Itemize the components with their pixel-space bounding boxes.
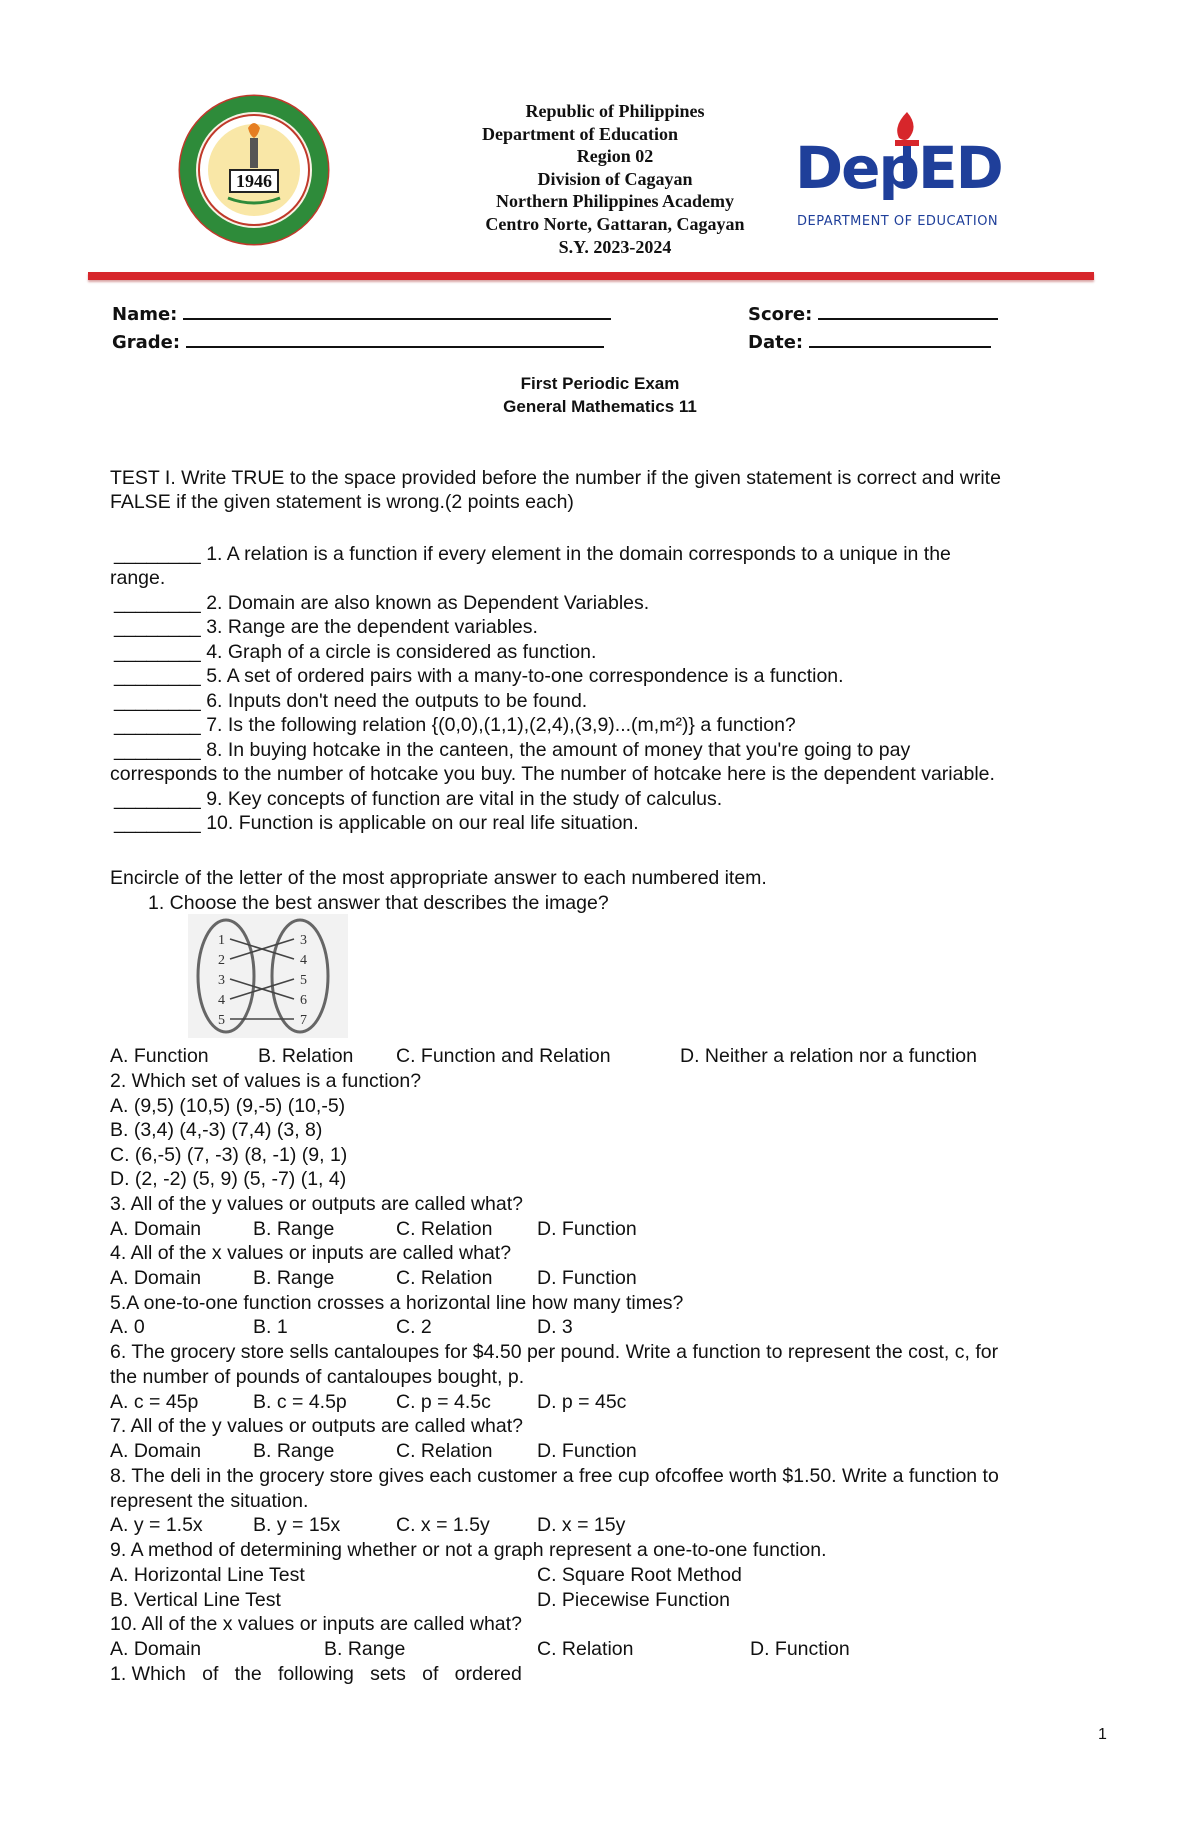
question-6: 6. The grocery store sells cantaloupes for $4.50 per pound. Write a function to represent the cost, c, for [110, 1341, 999, 1363]
question-8: 8. The deli in the grocery store gives each customer a free cup ofcoffee worth $1.50. Write a function to [110, 1465, 999, 1487]
question-1: 1. Choose the best answer that describes the image? [148, 892, 609, 914]
date-label: Date: [748, 332, 804, 353]
list-item: ________ 6. Inputs don't need the outputs to be found. [114, 690, 588, 712]
mapping-diagram [188, 914, 348, 1038]
list-item: ________ 3. Range are the dependent variables. [114, 616, 538, 638]
question-11: 1. Which of the following sets of ordered [110, 1663, 522, 1685]
header-line: Centro Norte, Gattaran, Cagayan [485, 213, 745, 234]
name-label: Name: [112, 304, 178, 325]
q8-option[interactable]: D. x = 15y [537, 1514, 626, 1536]
seal-year: 1946 [236, 171, 272, 191]
header-line: Northern Philippines Academy [495, 191, 734, 212]
q9-option[interactable]: B. Vertical Line Test [110, 1589, 281, 1611]
q2-option[interactable]: C. (6,-5) (7, -3) (8, -1) (9, 1) [110, 1144, 348, 1166]
score-label: Score: [748, 304, 813, 325]
q6-option[interactable]: A. c = 45p [110, 1391, 199, 1413]
header-line: Republic of Philippines [525, 101, 705, 121]
exam-title: First Periodic Exam [520, 374, 680, 393]
q5-option[interactable]: D. 3 [537, 1316, 573, 1338]
q4-option[interactable]: D. Function [537, 1267, 637, 1289]
q4-option[interactable]: B. Range [253, 1267, 335, 1289]
q3-option[interactable]: A. Domain [110, 1218, 202, 1240]
domain-value: 2 [218, 953, 225, 968]
q7-option[interactable]: B. Range [253, 1440, 335, 1462]
q7-option[interactable]: D. Function [537, 1440, 637, 1462]
range-value: 4 [300, 953, 307, 968]
range-value: 7 [300, 1013, 307, 1028]
q10-option[interactable]: D. Function [750, 1638, 850, 1660]
q1-option[interactable]: B. Relation [258, 1045, 354, 1067]
exam-subject: General Mathematics 11 [503, 397, 697, 416]
question-3: 3. All of the y values or outputs are called what? [110, 1193, 523, 1215]
list-item: ________ 10. Function is applicable on our real life situation. [114, 812, 639, 834]
question-10: 10. All of the x values or inputs are called what? [110, 1613, 522, 1635]
question-8: represent the situation. [110, 1490, 309, 1512]
q4-option[interactable]: C. Relation [396, 1267, 493, 1289]
deped-subtitle: DEPARTMENT OF EDUCATION [797, 214, 999, 229]
q6-option[interactable]: C. p = 4.5c [396, 1391, 491, 1413]
header-divider [88, 272, 1094, 280]
q3-option[interactable]: C. Relation [396, 1218, 493, 1240]
question-5: 5.A one-to-one function crosses a horizontal line how many times? [110, 1292, 684, 1314]
q1-option[interactable]: C. Function and Relation [396, 1045, 611, 1067]
domain-value: 5 [218, 1013, 225, 1028]
question-4: 4. All of the x values or inputs are called what? [110, 1242, 512, 1264]
question-9: 9. A method of determining whether or not a graph represent a one-to-one function. [110, 1539, 827, 1561]
q2-option[interactable]: B. (3,4) (4,-3) (7,4) (3, 8) [110, 1119, 323, 1141]
date-field[interactable] [748, 328, 991, 353]
q5-option[interactable]: C. 2 [396, 1316, 432, 1338]
list-item: ________ 8. In buying hotcake in the canteen, the amount of money that you're going to pay [114, 739, 911, 761]
page-number: 1 [1098, 1726, 1107, 1743]
header-line: Region 02 [576, 146, 654, 167]
q6-option[interactable]: B. c = 4.5p [253, 1391, 347, 1413]
score-field[interactable] [748, 300, 998, 325]
q7-option[interactable]: A. Domain [110, 1440, 202, 1462]
deped-logo [795, 110, 1040, 240]
grade-field[interactable] [112, 328, 604, 353]
q10-option[interactable]: C. Relation [537, 1638, 634, 1660]
domain-value: 1 [218, 933, 225, 948]
list-item: ________ 9. Key concepts of function are vital in the study of calculus. [114, 788, 723, 810]
q4-option[interactable]: A. Domain [110, 1267, 202, 1289]
q8-option[interactable]: A. y = 1.5x [110, 1514, 203, 1536]
header-line: Department of Education [482, 123, 678, 144]
q6-option[interactable]: D. p = 45c [537, 1391, 627, 1413]
header-line: Division of Cagayan [537, 168, 693, 189]
name-field[interactable] [112, 300, 611, 325]
q2-option[interactable]: A. (9,5) (10,5) (9,-5) (10,-5) [110, 1095, 346, 1117]
q8-option[interactable]: C. x = 1.5y [396, 1514, 490, 1536]
list-item: ________ 7. Is the following relation {(0,0),(1,1),(2,4),(3,9)...(m,m²)} a function? [114, 714, 796, 736]
domain-value: 3 [218, 973, 225, 988]
q3-option[interactable]: B. Range [253, 1218, 335, 1240]
q5-option[interactable]: B. 1 [253, 1316, 288, 1338]
question-2: 2. Which set of values is a function? [110, 1070, 422, 1092]
q9-option[interactable]: A. Horizontal Line Test [110, 1564, 305, 1586]
deped-wordmark: DepED [795, 134, 1002, 202]
list-item: corresponds to the number of hotcake you buy. The number of hotcake here is the dependent variable. [110, 763, 995, 785]
q2-option[interactable]: D. (2, -2) (5, 9) (5, -7) (1, 4) [110, 1168, 347, 1190]
question-7: 7. All of the y values or outputs are called what? [110, 1415, 523, 1437]
q3-option[interactable]: D. Function [537, 1218, 637, 1240]
list-item: range. [110, 567, 166, 589]
test1-instruction: TEST I. Write TRUE to the space provided before the number if the given statement is correct and write [110, 467, 1001, 489]
q10-option[interactable]: A. Domain [110, 1638, 202, 1660]
domain-value: 4 [218, 993, 225, 1008]
range-value: 5 [300, 973, 307, 988]
school-seal-logo [178, 94, 330, 246]
q1-option[interactable]: A. Function [110, 1045, 209, 1067]
school-header [420, 100, 810, 258]
list-item: ________ 1. A relation is a function if every element in the domain corresponds to a unique in the [114, 543, 951, 565]
q8-option[interactable]: B. y = 15x [253, 1514, 341, 1536]
q10-option[interactable]: B. Range [324, 1638, 406, 1660]
list-item: ________ 5. A set of ordered pairs with a many-to-one correspondence is a function. [114, 665, 844, 687]
test1-instruction: FALSE if the given statement is wrong.(2 points each) [110, 491, 574, 513]
test2-instruction: Encircle of the letter of the most appropriate answer to each numbered item. [110, 867, 767, 889]
q9-option[interactable]: C. Square Root Method [537, 1564, 742, 1586]
q7-option[interactable]: C. Relation [396, 1440, 493, 1462]
q5-option[interactable]: A. 0 [110, 1316, 145, 1338]
range-value: 3 [300, 933, 307, 948]
header-line: S.Y. 2023-2024 [558, 236, 672, 257]
q9-option[interactable]: D. Piecewise Function [537, 1589, 730, 1611]
question-6: the number of pounds of cantaloupes bought, p. [110, 1366, 525, 1388]
grade-label: Grade: [112, 332, 181, 353]
q1-option[interactable]: D. Neither a relation nor a function [680, 1045, 977, 1067]
range-value: 6 [300, 993, 307, 1008]
list-item: ________ 4. Graph of a circle is considered as function. [114, 641, 597, 663]
list-item: ________ 2. Domain are also known as Dependent Variables. [114, 592, 650, 614]
